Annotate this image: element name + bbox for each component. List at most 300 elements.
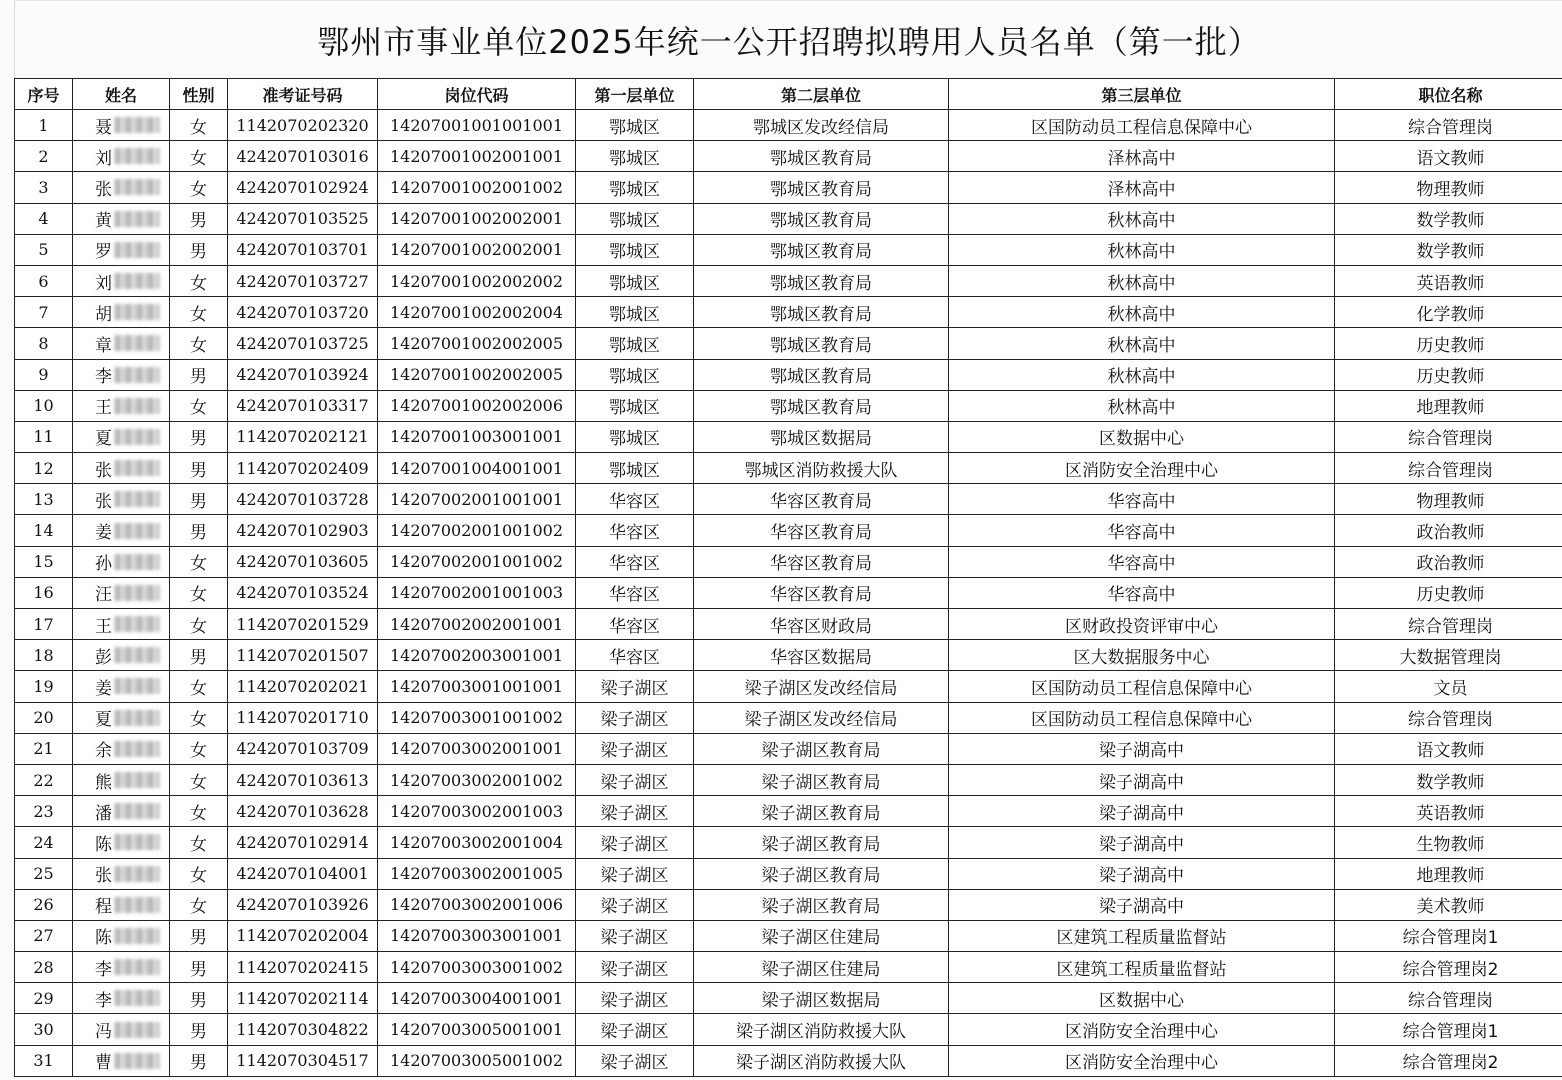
- surname-text: 张: [95, 866, 112, 887]
- unit-level3-cell: 泽林高中: [949, 141, 1335, 172]
- personnel-table: [14, 78, 1562, 1077]
- table-row: [15, 702, 1562, 733]
- table-header-row: [15, 79, 1562, 110]
- position-cell: 历史教师: [1335, 577, 1562, 608]
- name-cell: [73, 421, 170, 452]
- name-cell: [73, 702, 170, 733]
- unit-level3-cell: 梁子湖高中: [949, 796, 1335, 827]
- exam-number-cell: 4242070103720: [228, 297, 378, 328]
- gender-cell: 男: [170, 453, 228, 484]
- position-cell: 历史教师: [1335, 328, 1562, 359]
- gender-cell: 女: [170, 297, 228, 328]
- exam-number-cell: 1142070202121: [228, 421, 378, 452]
- name-cell: [73, 827, 170, 858]
- position-cell: 地理教师: [1335, 858, 1562, 889]
- exam-number-cell: 4242070103524: [228, 577, 378, 608]
- surname-text: 熊: [95, 772, 112, 793]
- header-cell: 第一层单位: [576, 79, 694, 110]
- redacted-name-blur: [114, 304, 160, 320]
- post-code-cell: 14207003002001001: [378, 733, 576, 764]
- position-cell: 综合管理岗: [1335, 609, 1562, 640]
- surname-text: 张: [95, 179, 112, 200]
- post-code-cell: 14207002001001001: [378, 484, 576, 515]
- surname-text: 孙: [95, 554, 112, 575]
- position-cell: 综合管理岗: [1335, 110, 1562, 141]
- post-code-cell: 14207001001001001: [378, 110, 576, 141]
- name-cell: [73, 234, 170, 265]
- surname-text: 李: [95, 367, 112, 388]
- table-row: [15, 920, 1562, 951]
- row-number-cell: 6: [15, 265, 73, 296]
- exam-number-cell: 4242070103926: [228, 889, 378, 920]
- post-code-cell: 14207001002002005: [378, 359, 576, 390]
- unit-level3-cell: 区消防安全治理中心: [949, 453, 1335, 484]
- post-code-cell: 14207002001001002: [378, 515, 576, 546]
- exam-number-cell: 1142070202409: [228, 453, 378, 484]
- position-cell: 物理教师: [1335, 172, 1562, 203]
- redacted-name-blur: [114, 897, 160, 913]
- unit-level3-cell: 华容高中: [949, 546, 1335, 577]
- redacted-name-blur: [114, 585, 160, 601]
- surname-text: 王: [95, 616, 112, 637]
- row-number-cell: 29: [15, 983, 73, 1014]
- exam-number-cell: 1142070201529: [228, 609, 378, 640]
- header-cell: 性别: [170, 79, 228, 110]
- name-cell: [73, 577, 170, 608]
- row-number-cell: 7: [15, 297, 73, 328]
- gender-cell: 女: [170, 172, 228, 203]
- gender-cell: 男: [170, 203, 228, 234]
- name-cell: [73, 484, 170, 515]
- position-cell: 综合管理岗1: [1335, 920, 1562, 951]
- unit-level3-cell: 秋林高中: [949, 359, 1335, 390]
- gender-cell: 男: [170, 952, 228, 983]
- row-number-cell: 17: [15, 609, 73, 640]
- name-cell: [73, 359, 170, 390]
- row-number-cell: 4: [15, 203, 73, 234]
- unit-level1-cell: 梁子湖区: [576, 671, 694, 702]
- unit-level3-cell: 区建筑工程质量监督站: [949, 920, 1335, 951]
- redacted-name-blur: [114, 148, 160, 164]
- unit-level3-cell: 秋林高中: [949, 265, 1335, 296]
- post-code-cell: 14207003005001001: [378, 1014, 576, 1045]
- table-row: [15, 421, 1562, 452]
- unit-level1-cell: 鄂城区: [576, 297, 694, 328]
- post-code-cell: 14207001002002006: [378, 390, 576, 421]
- table-row: [15, 609, 1562, 640]
- row-number-cell: 13: [15, 484, 73, 515]
- post-code-cell: 14207003002001003: [378, 796, 576, 827]
- exam-number-cell: 4242070102914: [228, 827, 378, 858]
- gender-cell: 女: [170, 265, 228, 296]
- name-cell: [73, 920, 170, 951]
- unit-level1-cell: 华容区: [576, 609, 694, 640]
- table-row: [15, 265, 1562, 296]
- post-code-cell: 14207003001001002: [378, 702, 576, 733]
- gender-cell: 男: [170, 983, 228, 1014]
- post-code-cell: 14207002001001002: [378, 546, 576, 577]
- table-row: [15, 1014, 1562, 1045]
- table-row: [15, 297, 1562, 328]
- unit-level1-cell: 梁子湖区: [576, 796, 694, 827]
- gender-cell: 女: [170, 702, 228, 733]
- unit-level1-cell: 鄂城区: [576, 421, 694, 452]
- name-cell: [73, 733, 170, 764]
- page-title: 鄂州市事业单位2025年统一公开招聘拟聘用人员名单（第一批）: [14, 0, 1562, 79]
- table-row: [15, 484, 1562, 515]
- unit-level2-cell: 梁子湖区教育局: [694, 796, 949, 827]
- position-cell: 综合管理岗: [1335, 453, 1562, 484]
- name-cell: [73, 203, 170, 234]
- redacted-name-blur: [114, 398, 160, 414]
- post-code-cell: 14207001002002001: [378, 234, 576, 265]
- redacted-name-blur: [114, 772, 160, 788]
- redacted-name-blur: [114, 117, 160, 133]
- name-cell: [73, 453, 170, 484]
- unit-level2-cell: 梁子湖区住建局: [694, 952, 949, 983]
- unit-level1-cell: 梁子湖区: [576, 983, 694, 1014]
- name-cell: [73, 515, 170, 546]
- position-cell: 地理教师: [1335, 390, 1562, 421]
- unit-level3-cell: 区财政投资评审中心: [949, 609, 1335, 640]
- name-cell: [73, 297, 170, 328]
- exam-number-cell: 4242070103725: [228, 328, 378, 359]
- unit-level2-cell: 鄂城区教育局: [694, 141, 949, 172]
- redacted-name-blur: [114, 491, 160, 507]
- unit-level2-cell: 梁子湖区数据局: [694, 983, 949, 1014]
- surname-text: 张: [95, 491, 112, 512]
- header-cell: 第三层单位: [949, 79, 1335, 110]
- unit-level3-cell: 华容高中: [949, 577, 1335, 608]
- unit-level2-cell: 华容区财政局: [694, 609, 949, 640]
- row-number-cell: 8: [15, 328, 73, 359]
- unit-level3-cell: 区国防动员工程信息保障中心: [949, 702, 1335, 733]
- unit-level1-cell: 鄂城区: [576, 141, 694, 172]
- unit-level3-cell: 梁子湖高中: [949, 764, 1335, 795]
- position-cell: 综合管理岗2: [1335, 1045, 1562, 1076]
- unit-level3-cell: 区消防安全治理中心: [949, 1045, 1335, 1076]
- position-cell: 英语教师: [1335, 265, 1562, 296]
- name-cell: [73, 172, 170, 203]
- unit-level2-cell: 梁子湖区发改经信局: [694, 702, 949, 733]
- surname-text: 程: [95, 897, 112, 918]
- unit-level3-cell: 泽林高中: [949, 172, 1335, 203]
- row-number-cell: 24: [15, 827, 73, 858]
- table-row: [15, 172, 1562, 203]
- surname-text: 姜: [95, 678, 112, 699]
- name-cell: [73, 858, 170, 889]
- header-cell: 姓名: [73, 79, 170, 110]
- name-cell: [73, 328, 170, 359]
- position-cell: 政治教师: [1335, 515, 1562, 546]
- post-code-cell: 14207001002001002: [378, 172, 576, 203]
- unit-level2-cell: 华容区教育局: [694, 484, 949, 515]
- unit-level2-cell: 鄂城区教育局: [694, 172, 949, 203]
- header-cell: 准考证号码: [228, 79, 378, 110]
- redacted-name-blur: [114, 273, 160, 289]
- unit-level2-cell: 鄂城区教育局: [694, 265, 949, 296]
- exam-number-cell: 4242070103016: [228, 141, 378, 172]
- name-cell: [73, 764, 170, 795]
- redacted-name-blur: [114, 367, 160, 383]
- gender-cell: 男: [170, 234, 228, 265]
- unit-level2-cell: 华容区教育局: [694, 515, 949, 546]
- surname-text: 潘: [95, 803, 112, 824]
- unit-level1-cell: 梁子湖区: [576, 827, 694, 858]
- row-number-cell: 22: [15, 764, 73, 795]
- row-number-cell: 19: [15, 671, 73, 702]
- table-row: [15, 733, 1562, 764]
- exam-number-cell: 1142070202021: [228, 671, 378, 702]
- table-row: [15, 1045, 1562, 1076]
- name-cell: [73, 110, 170, 141]
- unit-level1-cell: 华容区: [576, 546, 694, 577]
- position-cell: 语文教师: [1335, 733, 1562, 764]
- surname-text: 刘: [95, 148, 112, 169]
- row-number-cell: 12: [15, 453, 73, 484]
- row-number-cell: 2: [15, 141, 73, 172]
- unit-level3-cell: 区数据中心: [949, 983, 1335, 1014]
- unit-level1-cell: 梁子湖区: [576, 1014, 694, 1045]
- position-cell: 美术教师: [1335, 889, 1562, 920]
- unit-level1-cell: 梁子湖区: [576, 1045, 694, 1076]
- unit-level2-cell: 梁子湖区教育局: [694, 827, 949, 858]
- exam-number-cell: 1142070201507: [228, 640, 378, 671]
- unit-level3-cell: 秋林高中: [949, 297, 1335, 328]
- row-number-cell: 28: [15, 952, 73, 983]
- position-cell: 综合管理岗: [1335, 983, 1562, 1014]
- table-row: [15, 515, 1562, 546]
- exam-number-cell: 1142070202114: [228, 983, 378, 1014]
- gender-cell: 女: [170, 141, 228, 172]
- unit-level2-cell: 鄂城区教育局: [694, 203, 949, 234]
- post-code-cell: 14207002003001001: [378, 640, 576, 671]
- surname-text: 张: [95, 460, 112, 481]
- position-cell: 历史教师: [1335, 359, 1562, 390]
- unit-level1-cell: 梁子湖区: [576, 702, 694, 733]
- post-code-cell: 14207001002002001: [378, 203, 576, 234]
- table-row: [15, 203, 1562, 234]
- unit-level3-cell: 梁子湖高中: [949, 733, 1335, 764]
- exam-number-cell: 4242070103924: [228, 359, 378, 390]
- surname-text: 汪: [95, 585, 112, 606]
- header-cell: 序号: [15, 79, 73, 110]
- unit-level3-cell: 秋林高中: [949, 328, 1335, 359]
- gender-cell: 男: [170, 640, 228, 671]
- unit-level2-cell: 梁子湖区教育局: [694, 733, 949, 764]
- surname-text: 罗: [95, 242, 112, 263]
- post-code-cell: 14207001002002004: [378, 297, 576, 328]
- unit-level2-cell: 梁子湖区消防救援大队: [694, 1045, 949, 1076]
- redacted-name-blur: [114, 616, 160, 632]
- unit-level1-cell: 华容区: [576, 515, 694, 546]
- gender-cell: 男: [170, 1014, 228, 1045]
- unit-level2-cell: 梁子湖区住建局: [694, 920, 949, 951]
- unit-level1-cell: 华容区: [576, 484, 694, 515]
- name-cell: [73, 390, 170, 421]
- unit-level3-cell: 区数据中心: [949, 421, 1335, 452]
- unit-level1-cell: 鄂城区: [576, 203, 694, 234]
- row-number-cell: 30: [15, 1014, 73, 1045]
- unit-level1-cell: 鄂城区: [576, 390, 694, 421]
- unit-level3-cell: 梁子湖高中: [949, 827, 1335, 858]
- redacted-name-blur: [114, 959, 160, 975]
- redacted-name-blur: [114, 866, 160, 882]
- name-cell: [73, 265, 170, 296]
- name-cell: [73, 640, 170, 671]
- unit-level2-cell: 鄂城区数据局: [694, 421, 949, 452]
- redacted-name-blur: [114, 335, 160, 351]
- gender-cell: 女: [170, 671, 228, 702]
- exam-number-cell: 1142070202320: [228, 110, 378, 141]
- table-row: [15, 453, 1562, 484]
- gender-cell: 女: [170, 889, 228, 920]
- position-cell: 生物教师: [1335, 827, 1562, 858]
- unit-level1-cell: 梁子湖区: [576, 889, 694, 920]
- unit-level3-cell: 梁子湖高中: [949, 858, 1335, 889]
- position-cell: 大数据管理岗: [1335, 640, 1562, 671]
- position-cell: 综合管理岗: [1335, 702, 1562, 733]
- redacted-name-blur: [114, 1022, 160, 1038]
- redacted-name-blur: [114, 554, 160, 570]
- surname-text: 曹: [95, 1053, 112, 1074]
- table-row: [15, 546, 1562, 577]
- unit-level2-cell: 鄂城区教育局: [694, 297, 949, 328]
- position-cell: 综合管理岗: [1335, 421, 1562, 452]
- name-cell: [73, 1014, 170, 1045]
- gender-cell: 女: [170, 733, 228, 764]
- position-cell: 政治教师: [1335, 546, 1562, 577]
- row-number-cell: 23: [15, 796, 73, 827]
- position-cell: 综合管理岗2: [1335, 952, 1562, 983]
- name-cell: [73, 796, 170, 827]
- unit-level3-cell: 区大数据服务中心: [949, 640, 1335, 671]
- unit-level1-cell: 华容区: [576, 640, 694, 671]
- row-number-cell: 20: [15, 702, 73, 733]
- position-cell: 数学教师: [1335, 203, 1562, 234]
- surname-text: 陈: [95, 928, 112, 949]
- table-row: [15, 328, 1562, 359]
- post-code-cell: 14207003002001002: [378, 764, 576, 795]
- surname-text: 刘: [95, 273, 112, 294]
- surname-text: 夏: [95, 710, 112, 731]
- surname-text: 李: [95, 959, 112, 980]
- redacted-name-blur: [114, 460, 160, 476]
- gender-cell: 女: [170, 796, 228, 827]
- gender-cell: 女: [170, 546, 228, 577]
- gender-cell: 男: [170, 484, 228, 515]
- row-number-cell: 21: [15, 733, 73, 764]
- unit-level1-cell: 梁子湖区: [576, 733, 694, 764]
- unit-level3-cell: 华容高中: [949, 515, 1335, 546]
- table-row: [15, 110, 1562, 141]
- header-cell: 职位名称: [1335, 79, 1562, 110]
- post-code-cell: 14207001002002002: [378, 265, 576, 296]
- table-row: [15, 141, 1562, 172]
- exam-number-cell: 1142070304517: [228, 1045, 378, 1076]
- exam-number-cell: 1142070304822: [228, 1014, 378, 1045]
- unit-level3-cell: 区消防安全治理中心: [949, 1014, 1335, 1045]
- gender-cell: 女: [170, 609, 228, 640]
- exam-number-cell: 1142070202415: [228, 952, 378, 983]
- unit-level1-cell: 鄂城区: [576, 234, 694, 265]
- position-cell: 物理教师: [1335, 484, 1562, 515]
- name-cell: [73, 983, 170, 1014]
- unit-level1-cell: 鄂城区: [576, 359, 694, 390]
- table-row: [15, 577, 1562, 608]
- exam-number-cell: 1142070202004: [228, 920, 378, 951]
- row-number-cell: 31: [15, 1045, 73, 1076]
- unit-level2-cell: 鄂城区教育局: [694, 359, 949, 390]
- post-code-cell: 14207003004001001: [378, 983, 576, 1014]
- redacted-name-blur: [114, 803, 160, 819]
- unit-level2-cell: 梁子湖区发改经信局: [694, 671, 949, 702]
- name-cell: [73, 671, 170, 702]
- surname-text: 彭: [95, 647, 112, 668]
- row-number-cell: 1: [15, 110, 73, 141]
- surname-text: 章: [95, 335, 112, 356]
- exam-number-cell: 4242070103613: [228, 764, 378, 795]
- surname-text: 陈: [95, 834, 112, 855]
- gender-cell: 女: [170, 390, 228, 421]
- post-code-cell: 14207003001001001: [378, 671, 576, 702]
- table-row: [15, 827, 1562, 858]
- position-cell: 综合管理岗1: [1335, 1014, 1562, 1045]
- row-number-cell: 27: [15, 920, 73, 951]
- unit-level2-cell: 梁子湖区教育局: [694, 858, 949, 889]
- unit-level2-cell: 鄂城区消防救援大队: [694, 453, 949, 484]
- position-cell: 化学教师: [1335, 297, 1562, 328]
- unit-level3-cell: 区国防动员工程信息保障中心: [949, 110, 1335, 141]
- table-row: [15, 671, 1562, 702]
- surname-text: 李: [95, 990, 112, 1011]
- post-code-cell: 14207001003001001: [378, 421, 576, 452]
- name-cell: [73, 609, 170, 640]
- position-cell: 数学教师: [1335, 764, 1562, 795]
- unit-level2-cell: 鄂城区发改经信局: [694, 110, 949, 141]
- unit-level3-cell: 区建筑工程质量监督站: [949, 952, 1335, 983]
- unit-level1-cell: 鄂城区: [576, 172, 694, 203]
- exam-number-cell: 4242070103317: [228, 390, 378, 421]
- surname-text: 聂: [95, 117, 112, 138]
- redacted-name-blur: [114, 242, 160, 258]
- unit-level2-cell: 华容区教育局: [694, 546, 949, 577]
- position-cell: 语文教师: [1335, 141, 1562, 172]
- redacted-name-blur: [114, 990, 160, 1006]
- name-cell: [73, 889, 170, 920]
- exam-number-cell: 4242070104001: [228, 858, 378, 889]
- unit-level1-cell: 梁子湖区: [576, 858, 694, 889]
- surname-text: 姜: [95, 523, 112, 544]
- row-number-cell: 15: [15, 546, 73, 577]
- table-row: [15, 234, 1562, 265]
- exam-number-cell: 4242070102924: [228, 172, 378, 203]
- gender-cell: 女: [170, 827, 228, 858]
- surname-text: 黄: [95, 211, 112, 232]
- unit-level1-cell: 鄂城区: [576, 328, 694, 359]
- row-number-cell: 16: [15, 577, 73, 608]
- post-code-cell: 14207003003001001: [378, 920, 576, 951]
- unit-level3-cell: 华容高中: [949, 484, 1335, 515]
- table-row: [15, 359, 1562, 390]
- redacted-name-blur: [114, 710, 160, 726]
- post-code-cell: 14207003002001006: [378, 889, 576, 920]
- position-cell: 英语教师: [1335, 796, 1562, 827]
- unit-level3-cell: 秋林高中: [949, 390, 1335, 421]
- name-cell: [73, 546, 170, 577]
- surname-text: 夏: [95, 429, 112, 450]
- unit-level2-cell: 华容区数据局: [694, 640, 949, 671]
